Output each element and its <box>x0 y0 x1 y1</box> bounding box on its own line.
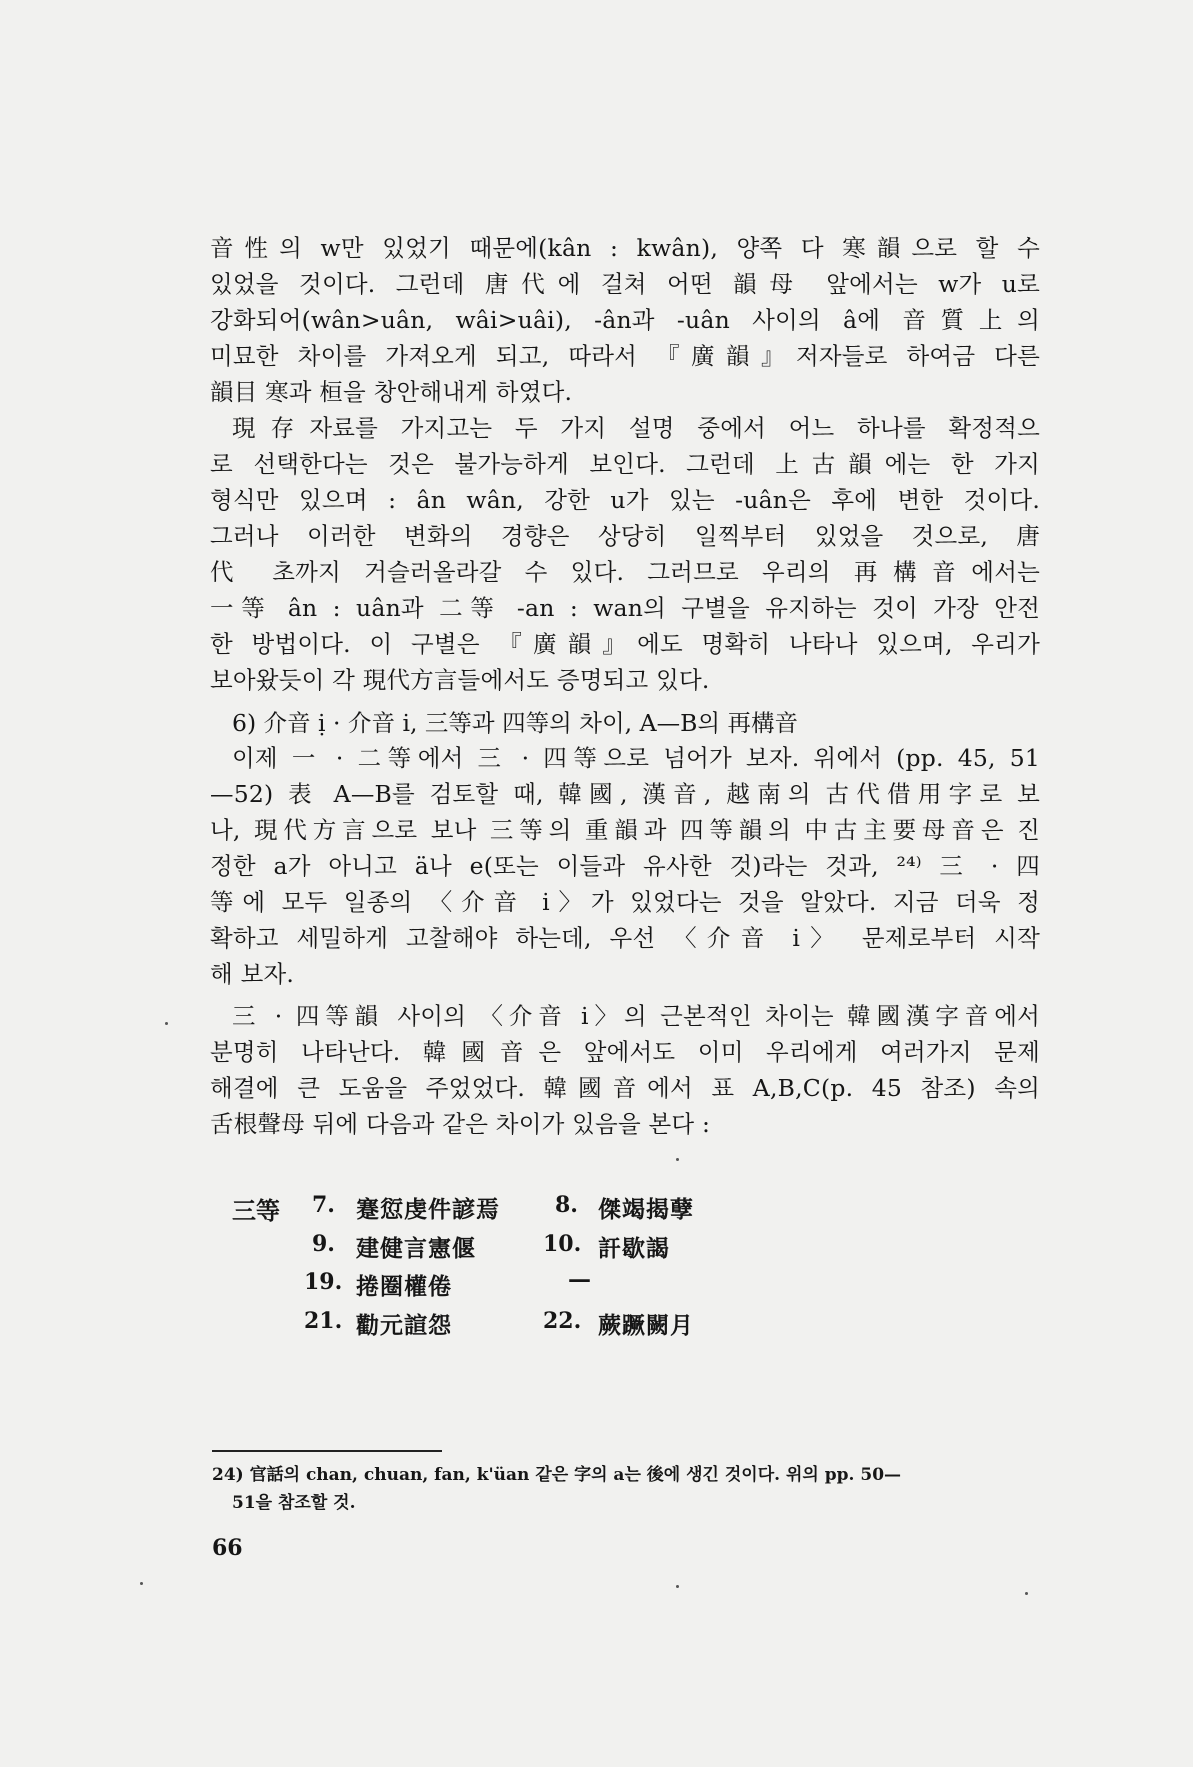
body-line: 형식만 있으며 : ân wân, 강한 u가 있는 -uân은 후에 변한 것이다. <box>210 486 1040 514</box>
scan-speck <box>165 1022 168 1025</box>
body-line: 로 선택한다는 것은 불가능하게 보인다. 그런데 上古韻에는 한 가지 <box>210 450 1040 478</box>
section-heading: 6) 介音 ị · 介音 i, 三等과 四等의 차이, A—B의 再構音 <box>232 709 799 737</box>
scan-speck <box>1025 1592 1028 1595</box>
example-chars: 捲圈權倦 <box>356 1273 452 1300</box>
body-line: 확하고 세밀하게 고찰해야 하는데, 우선 〈介音 i〉 문제로부터 시작 <box>210 924 1040 952</box>
example-chars: 蹇愆虔件諺焉 <box>356 1196 500 1223</box>
body-line: 해 보자. <box>210 960 295 988</box>
example-chars: 勸元諠怨 <box>356 1312 452 1339</box>
example-chars: 建健言憲偃 <box>356 1235 476 1262</box>
example-number: 19. <box>304 1269 343 1295</box>
footnote-rule <box>212 1450 442 1452</box>
example-chars: 訐歇謁 <box>598 1235 670 1262</box>
example-number: 22. <box>543 1308 582 1334</box>
body-line: 보아왔듯이 각 現代方言들에서도 증명되고 있다. <box>210 666 710 694</box>
examples-label: 三等 <box>232 1196 280 1225</box>
scan-speck <box>676 1585 679 1588</box>
body-line: 분명히 나타난다. 韓國音은 앞에서도 이미 우리에게 여러가지 문제 <box>210 1038 1040 1066</box>
body-line: 미묘한 차이를 가져오게 되고, 따라서 『廣韻』저자들로 하여금 다른 <box>210 342 1040 370</box>
body-line: 그러나 이러한 변화의 경향은 상당히 일찍부터 있었을 것으로, 唐 <box>210 522 1040 550</box>
body-line: 이제 一 · 二等에서 三 · 四等으로 넘어가 보자. 위에서 (pp. 45, 51 <box>232 744 1040 772</box>
example-number: 7. <box>312 1192 335 1218</box>
body-line: 等에 모두 일종의 〈介音 i〉가 있었다는 것을 알았다. 지금 더욱 정 <box>210 888 1040 916</box>
example-number: 10. <box>543 1231 582 1257</box>
example-number: 21. <box>304 1308 343 1334</box>
body-line: 代 초까지 거슬러올라갈 수 있다. 그러므로 우리의 再構音에서는 <box>210 558 1040 586</box>
example-number: 9. <box>312 1231 335 1257</box>
body-line: 一等 ân : uân과 二等 -an : wan의 구별을 유지하는 것이 가장 안전 <box>210 594 1040 622</box>
body-line: 現存자료를 가지고는 두 가지 설명 중에서 어느 하나를 확정적으 <box>232 414 1040 442</box>
example-chars: 傑竭揭孽 <box>598 1196 694 1223</box>
scan-speck <box>676 1158 679 1161</box>
scan-speck <box>140 1582 143 1585</box>
footnote-line: 24) 官話의 chan, chuan, fan, k'üan 같은 字의 a는 後에 생긴 것이다. 위의 pp. 50— <box>212 1465 902 1485</box>
body-line: 舌根聲母 뒤에 다음과 같은 차이가 있음을 본다 : <box>210 1110 711 1138</box>
footnote-line: 51을 참조할 것. <box>232 1493 356 1513</box>
example-chars: 蕨蹶闕月 <box>598 1312 694 1339</box>
body-line: 韻目 寒과 桓을 창안해내게 하였다. <box>210 378 573 406</box>
body-line: 강화되어(wân>uân, wâi>uâi), -ân과 -uân 사이의 â에 音質上의 <box>210 306 1040 334</box>
body-line: 해결에 큰 도움을 주었었다. 韓國音에서 표 A,B,C(p. 45 참조) 속의 <box>210 1074 1040 1102</box>
body-line: 나, 現代方言으로 보나 三等의 重韻과 四等韻의 中古主要母音은 진 <box>210 816 1040 844</box>
example-number: 8. <box>555 1192 578 1218</box>
body-line: 三 · 四等韻 사이의 〈介音 i〉의 근본적인 차이는 韓國漢字音에서 <box>232 1002 1040 1030</box>
body-line: 있었을 것이다. 그런데 唐代에 걸쳐 어떤 韻母 앞에서는 w가 u로 <box>210 270 1040 298</box>
page-number: 66 <box>212 1535 243 1561</box>
body-line: 音性의 w만 있었기 때문에(kân : kwân), 양쪽 다 寒韻으로 할 수 <box>210 234 1040 262</box>
body-line: —52) 表 A—B를 검토할 때, 韓國, 漢音, 越南의 古代借用字로 보 <box>210 780 1040 808</box>
body-line: 한 방법이다. 이 구별은 『廣韻』에도 명확히 나타나 있으며, 우리가 <box>210 630 1040 658</box>
example-chars: — <box>568 1266 592 1293</box>
body-line: 정한 a가 아니고 ä나 e(또는 이들과 유사한 것)라는 것과, ²⁴⁾ 三 · 四 <box>210 852 1040 880</box>
